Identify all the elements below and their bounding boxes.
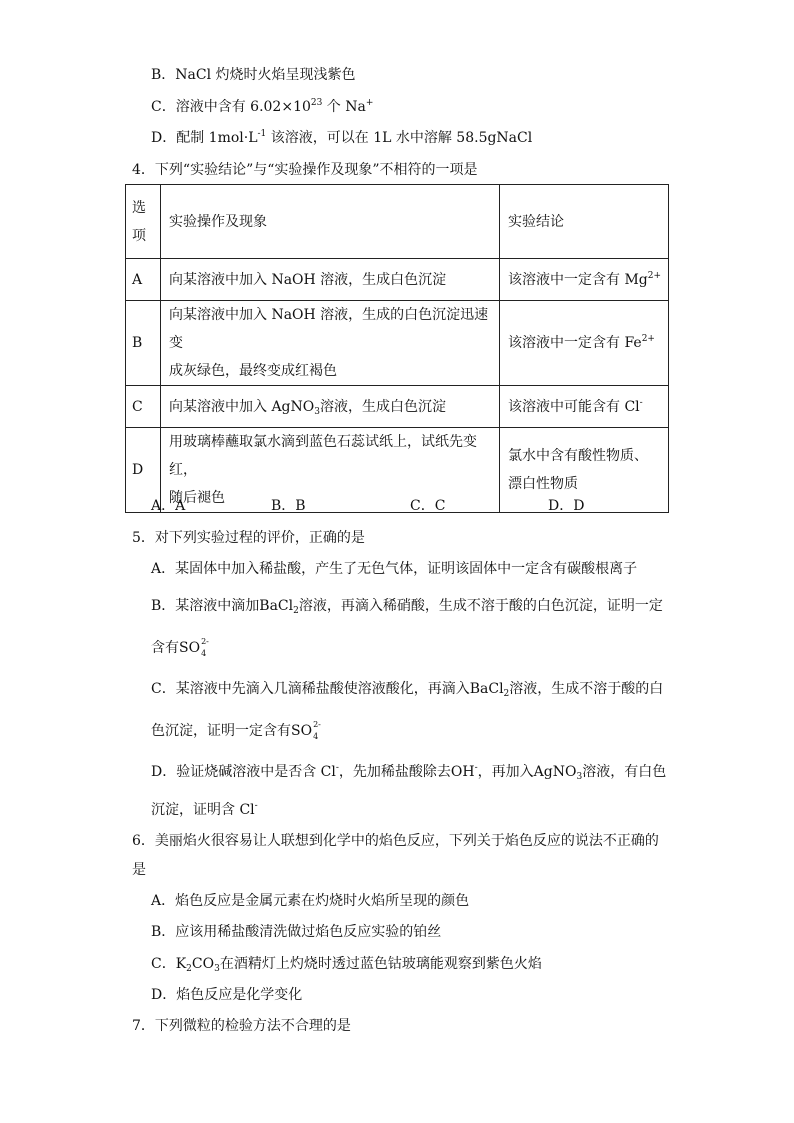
- row-c-operation: 向某溶液中加入 AgNO$_3$溶液，生成白色沉淀: [161, 386, 500, 428]
- row-b-conclusion: 该溶液中一定含有 $Fe^{2+}$: [500, 301, 669, 386]
- table-header-row: [126, 185, 669, 259]
- header-operation-cell: 实验操作及现象: [161, 185, 500, 259]
- table-row: [126, 428, 669, 513]
- row-c-conclusion: 该溶液中可能含有 Cl-: [500, 386, 669, 428]
- table-row: [126, 386, 669, 428]
- q4-answer-b: B．B: [271, 498, 306, 514]
- q4-answer-a: A．A: [151, 498, 186, 514]
- row-d-conclusion: 氯水中含有酸性物质、 漂白性物质: [500, 428, 669, 513]
- row-b-operation: 向某溶液中加入 NaOH 溶液，生成的白色沉淀迅速变 成灰绿色，最终变成红褐色: [161, 301, 500, 386]
- row-a-operation: 向某溶液中加入 NaOH 溶液，生成白色沉淀: [161, 259, 500, 301]
- q3-option-c: C．溶液中含有 $6.02\times 10^{23}$ 个 Na+: [151, 98, 374, 115]
- row-b-option: B: [126, 301, 161, 386]
- q5-option-b-line2: 含有SO 2- 4: [151, 637, 209, 658]
- q4-stem: 4．下列“实验结论”与“实验操作及现象”不相符的一项是: [132, 162, 478, 178]
- q6-option-d: D．焰色反应是化学变化: [151, 987, 303, 1003]
- row-a-conclusion: 该溶液中一定含有 $Mg^{2+}$: [500, 259, 669, 301]
- q5-option-a: A．某固体中加入稀盐酸，产生了无色气体，证明该固体中一定含有碳酸根离子: [151, 561, 638, 577]
- q5-option-d-line1: D．验证烧碱溶液中是否含 Cl-，先加稀盐酸除去OH-，再加入AgNO$_3$溶液，有白色: [151, 763, 667, 782]
- q3-option-d: D．配制 $1mol\cdot L^{-1}$ 该溶液，可以在 1L 水中溶解 58.5gNaCl: [151, 129, 533, 146]
- q5-option-b-line1: B．某溶液中滴加BaCl$_2$溶液，再滴入稀硝酸，生成不溶于酸的白色沉淀，证明一定: [151, 598, 663, 616]
- table-row: [126, 259, 669, 301]
- row-d-option: D: [126, 428, 161, 513]
- q6-stem-line2: 是: [132, 862, 146, 878]
- q6-option-c: C．$K_2CO_3$在酒精灯上灼烧时透过蓝色钴玻璃能观察到紫色火焰: [151, 956, 542, 974]
- q5-option-c-line2: 色沉淀，证明一定含有SO 2- 4: [151, 720, 321, 741]
- q7-stem: 7．下列微粒的检验方法不合理的是: [132, 1018, 351, 1034]
- q4-answer-d: D．D: [548, 498, 585, 514]
- row-d-operation: 用玻璃棒蘸取氯水滴到蓝色石蕊试纸上，试纸先变红， 随后褪色: [161, 428, 500, 513]
- header-conclusion-cell: 实验结论: [500, 185, 669, 259]
- row-c-option: C: [126, 386, 161, 428]
- q4-answer-c: C．C: [410, 498, 446, 514]
- q6-option-b: B．应该用稀盐酸清洗做过焰色反应实验的铂丝: [151, 924, 442, 940]
- q5-option-c-line1: C．某溶液中先滴入几滴稀盐酸使溶液酸化，再滴入BaCl$_2$溶液，生成不溶于酸的白: [151, 681, 664, 699]
- experiment-table: [125, 184, 669, 513]
- q5-stem: 5．对下列实验过程的评价，正确的是: [132, 530, 365, 546]
- q6-stem-line1: 6．美丽焰火很容易让人联想到化学中的焰色反应，下列关于焰色反应的说法不正确的: [132, 833, 659, 849]
- row-a-option: A: [126, 259, 161, 301]
- q5-option-d-line2: 沉淀，证明含 Cl-: [151, 801, 258, 818]
- q3-option-b: B．NaCl 灼烧时火焰呈现浅紫色: [151, 67, 356, 83]
- q6-option-a: A．焰色反应是金属元素在灼烧时火焰所呈现的颜色: [151, 893, 470, 909]
- header-option-cell: 选 项: [126, 185, 161, 259]
- table-row: [126, 301, 669, 386]
